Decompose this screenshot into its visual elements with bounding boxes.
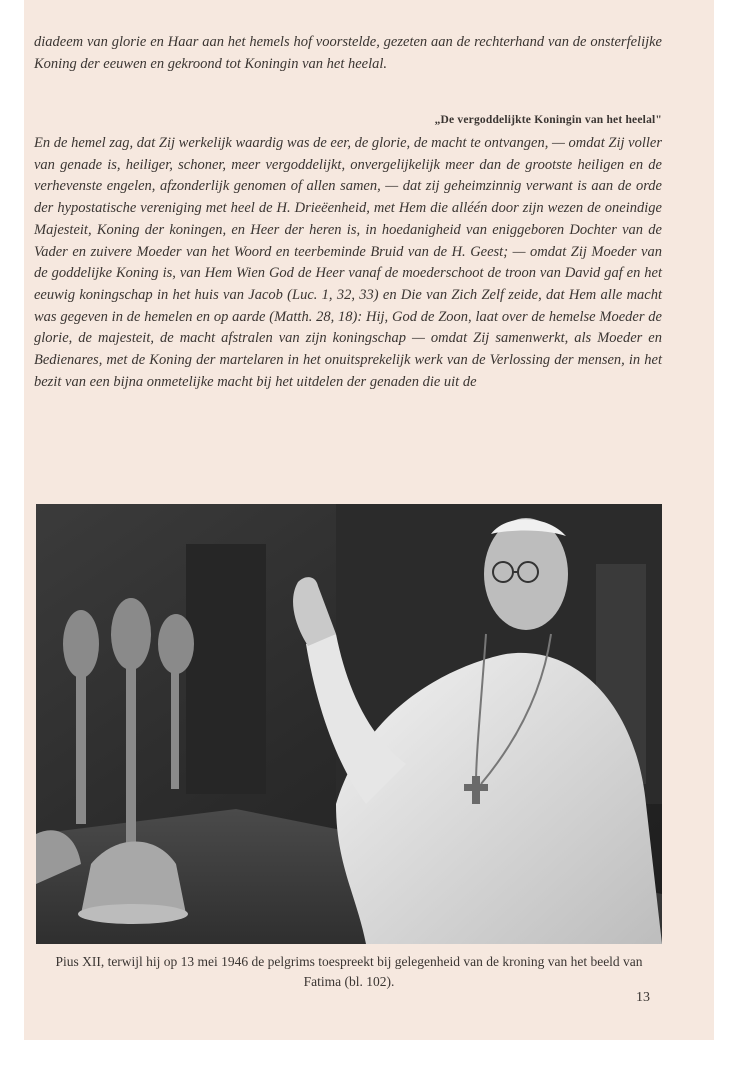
book-page bbox=[24, 0, 714, 1040]
section-heading: „De vergoddelijkte Koningin van het heelal" bbox=[434, 114, 662, 126]
intro-paragraph: diadeem van glorie en Haar aan het hemels hof voorstelde, gezeten aan de rechterhand van de onsterfelijke Koning der eeuwen en gekroond tot Koningin van het heelal. bbox=[34, 34, 662, 72]
photograph bbox=[36, 504, 662, 944]
body-paragraph: En de hemel zag, dat Zij werkelijk waardig was de eer, de glorie, de macht te ontvangen, — omdat Zij voller van genade is, heiliger, schoner, meer vergoddelijkt, onvergelijkelijk meer dan de grootste heiligen en de verhevenste engelen, afzonderlijk genomen of allen samen, — dat zij geheimzinnig verwant is aan de orde der hypostatische vereniging met heel de H. Drieëenheid, met Hem die alléén door zijn wezen de oneindige Majesteit, Koning der koningen, en Heer der heren is, in hoedanigheid van eniggeboren Dochter van de Vader en zuivere Moeder van het Woord en teerbeminde Bruid van de H. Geest; — omdat Zij Moeder van de goddelijke Koning is, van Hem Wien God de Heer vanaf de moederschoot de troon van David gaf en het eeuwig koningschap in het huis van Jacob (Luc. 1, 32, 33) en Die van Zich Zelf zeide, dat Hem alle macht was gegeven in de hemelen en op aarde (Matth. 28, 18): Hij, God de Zoon, laat over de hemelse Moeder de glorie, de majesteit, de macht afstralen van zijn koningschap — omdat Zij samenwerkt, als Moeder en Bedienares, met de Koning der martelaren in het onuitsprekelijk werk van de Verlossing der mensen, in het bezit van een bijna onmetelijke macht bij het uitdelen der genaden die uit de bbox=[34, 135, 662, 390]
photo-illustration bbox=[36, 504, 662, 944]
page-number: 13 bbox=[636, 990, 650, 1005]
photo-caption: Pius XII, terwijl hij op 13 mei 1946 de pelgrims toespreekt bij gelegenheid van de kroning van het beeld van Fatima (bl. 102). bbox=[55, 954, 643, 989]
